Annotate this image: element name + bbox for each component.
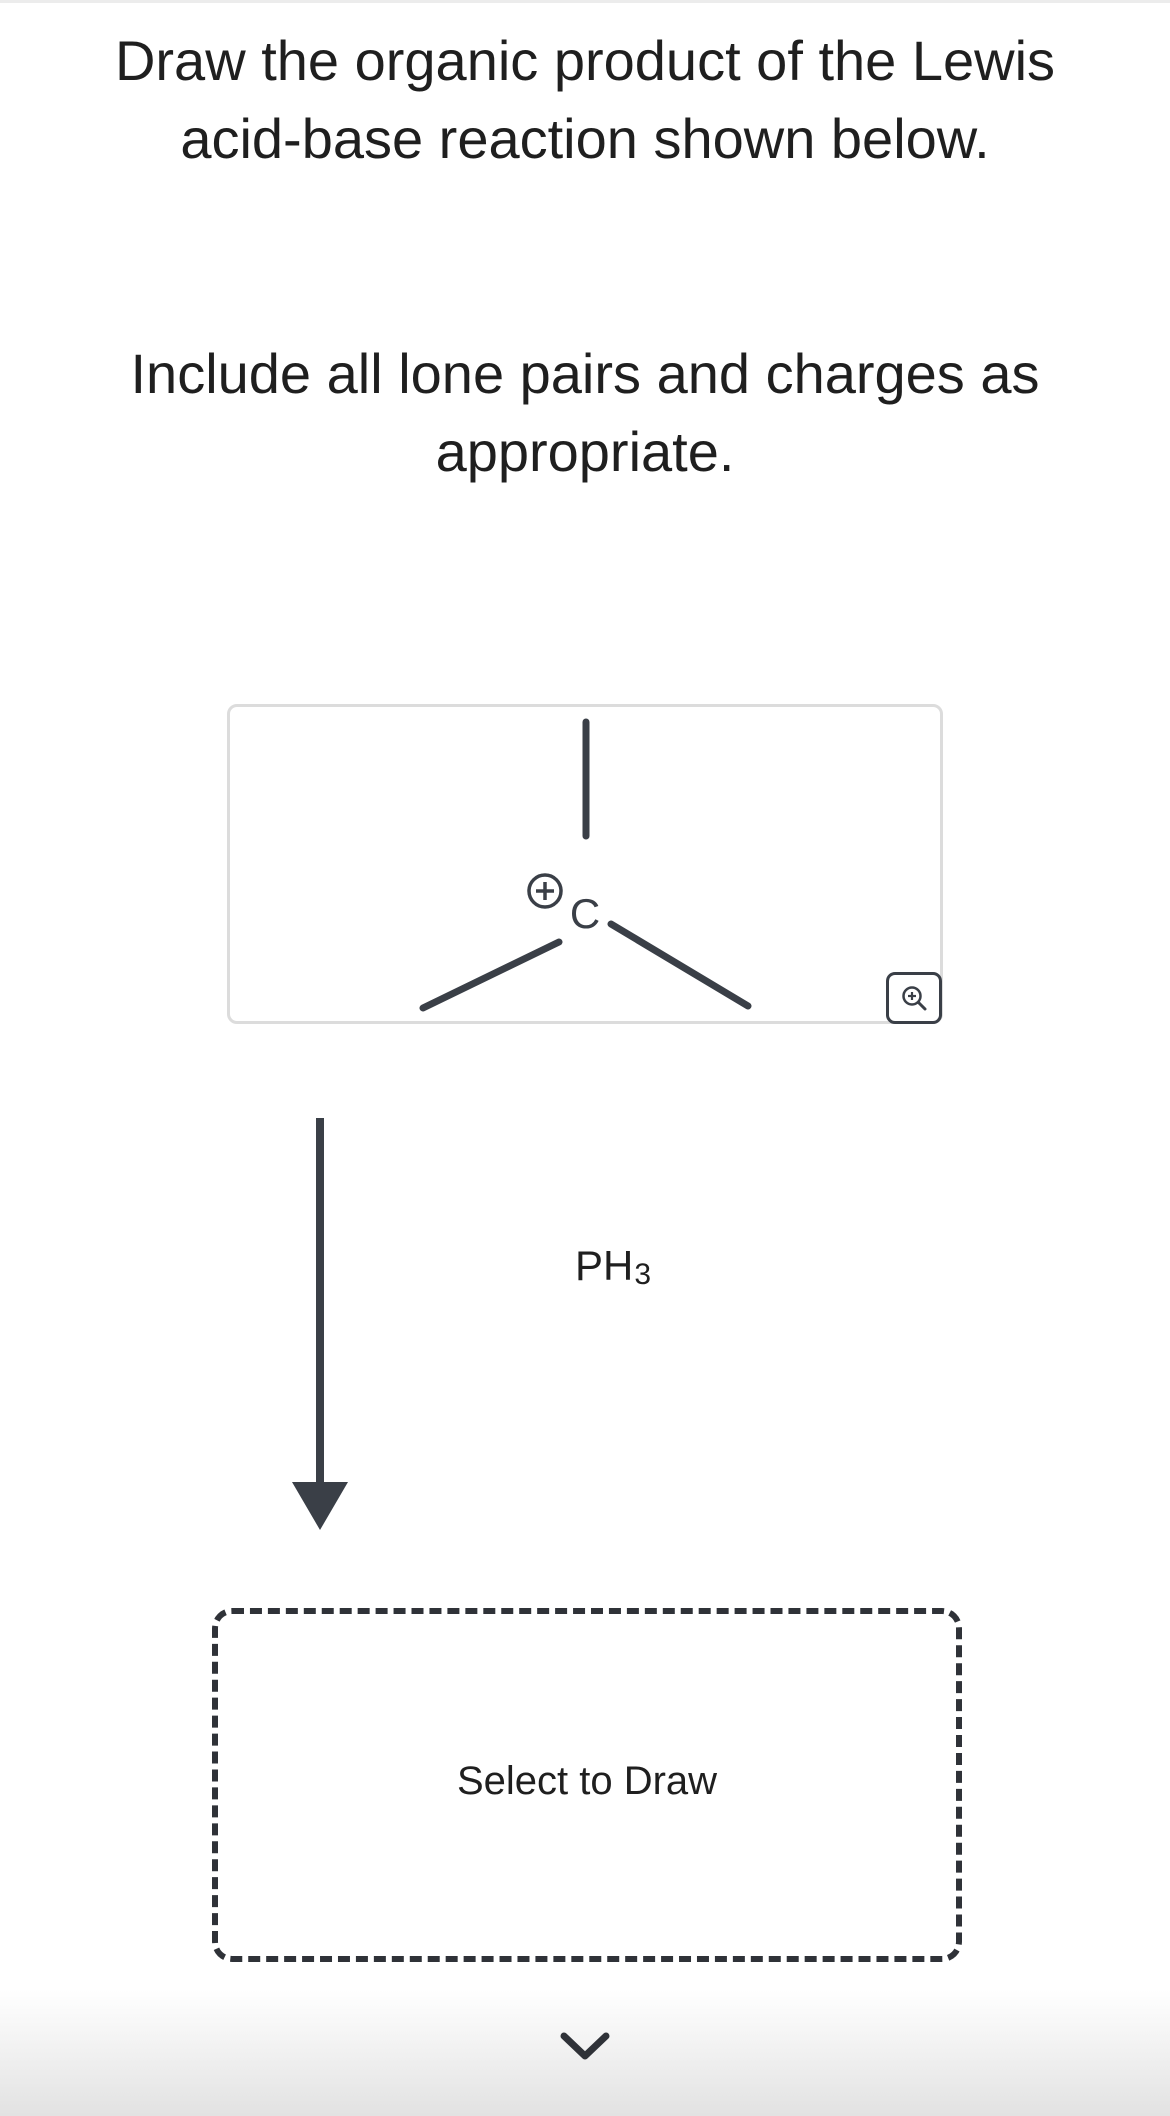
atom-label-carbon: C (569, 890, 601, 937)
question-instruction: Draw the organic product of the Lewis acid-base reaction shown below. (114, 29, 1056, 170)
reagent-subscript: 3 (634, 1258, 652, 1291)
bond-left (423, 942, 559, 1008)
chevron-down-icon[interactable] (556, 2026, 614, 2066)
zoom-in-icon (899, 983, 929, 1013)
reaction-arrow (288, 1118, 352, 1534)
zoom-button[interactable] (886, 972, 942, 1024)
top-divider (0, 0, 1170, 3)
carbocation-structure (227, 704, 943, 1024)
reagent-label (575, 1240, 651, 1297)
question-note: Include all lone pairs and charges as appropriate. (130, 342, 1040, 483)
draw-area-label: Select to Draw (456, 1758, 718, 1803)
bond-right (611, 924, 748, 1006)
reagent-formula: PH (575, 1242, 634, 1289)
draw-answer-area[interactable] (212, 1608, 962, 1962)
